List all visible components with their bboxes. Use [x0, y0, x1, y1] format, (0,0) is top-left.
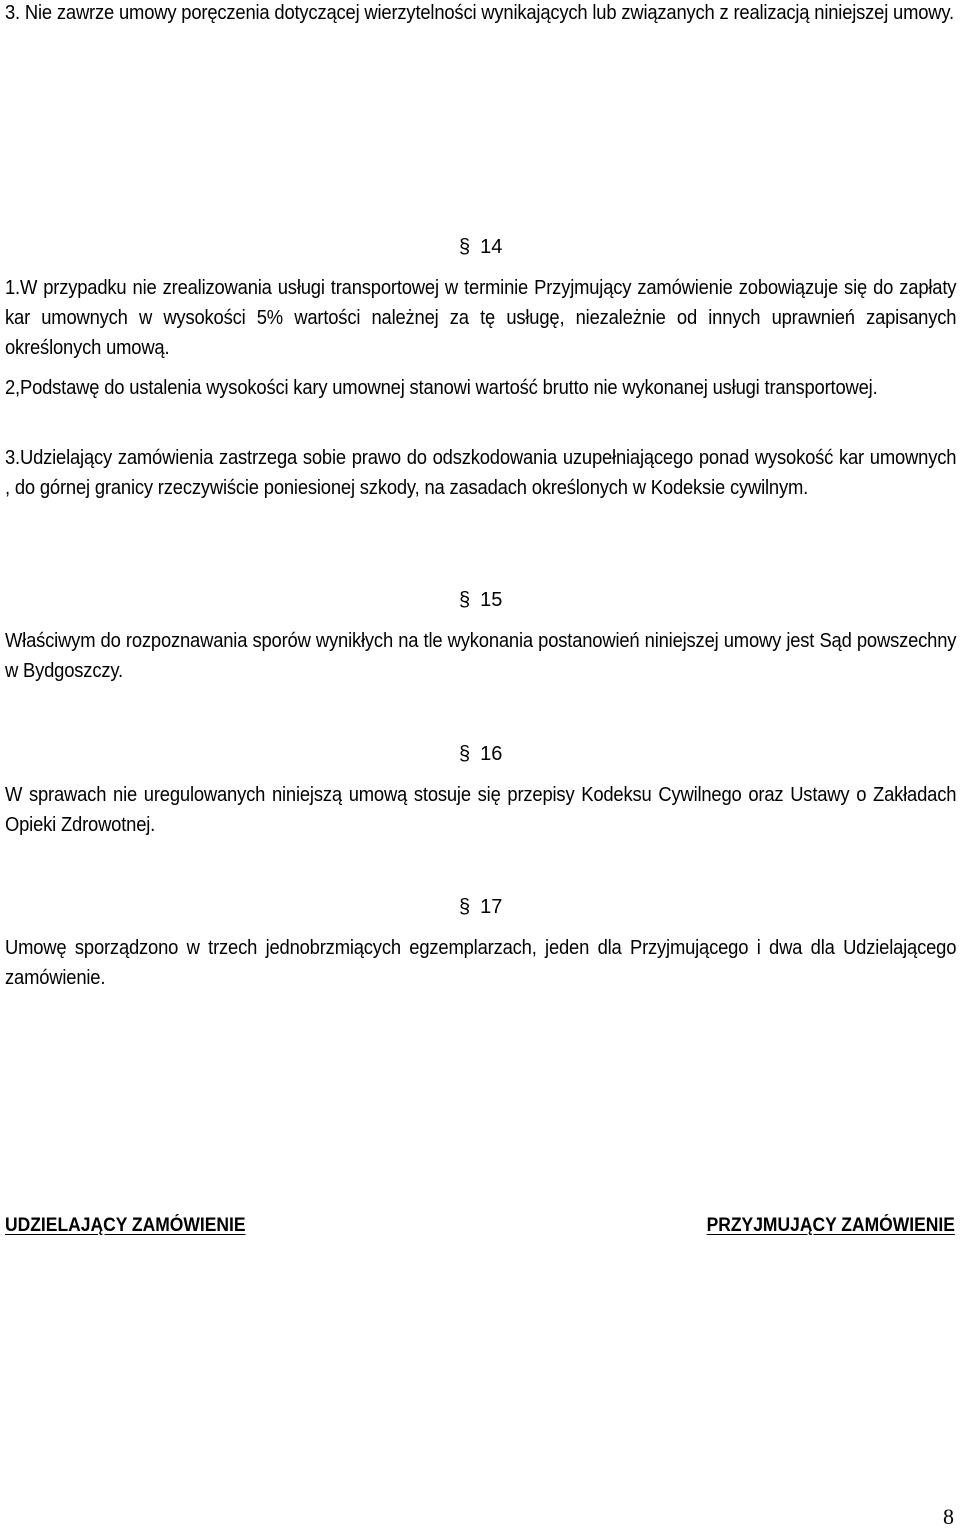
section-heading-16: [459, 739, 502, 769]
paragraph-14-3-compensation: 3.Udzielający zamówienia zastrzega sobie prawo do odszkodowania uzupełniającego ponad wysokość kar umownych , do górnej granicy rzeczywiście poniesionej szkody, na zasadach określonych w Kodeksie cywilnym.: [5, 447, 957, 499]
paragraph-15-jurisdiction: Właściwym do rozpoznawania sporów wynikłych na tle wykonania postanowień niniejszej umowy jest Sąd powszechny w Bydgoszczy.: [5, 630, 957, 682]
section-symbol: §: [459, 743, 471, 765]
signature-label-ordering-party: UDZIELAJĄCY ZAMÓWIENIE: [5, 1215, 246, 1236]
paragraph-17-copies: Umowę sporządzono w trzech jednobrzmiących egzemplarzach, jeden dla Przyjmującego i dwa dla Udzielającego zamówienie.: [5, 937, 957, 989]
paragraph-14-2-penalty-basis: 2,Podstawę do ustalenia wysokości kary umownej stanowi wartość brutto nie wykonanej usługi transportowej.: [5, 377, 878, 399]
section-number: 14: [480, 236, 503, 258]
section-number: 17: [480, 896, 503, 918]
section-symbol: §: [459, 896, 471, 918]
page-number: 8: [943, 1504, 954, 1529]
section-symbol: §: [459, 236, 471, 258]
section-heading-14: [459, 232, 502, 262]
section-heading-15: [459, 585, 502, 615]
section-number: 16: [480, 743, 503, 765]
paragraph-14-1-penalty: 1.W przypadku nie zrealizowania usługi transportowej w terminie Przyjmujący zamówienie zobowiązuje się do zapłaty kar umownych w wysokości 5% wartości należnej za tę usługę, niezależnie od innych uprawnień zapisanych określonych umową.: [5, 277, 957, 359]
paragraph-16-applicable-law: W sprawach nie uregulowanych niniejszą umową stosuje się przepisy Kodeksu Cywilnego oraz Ustawy o Zakładach Opieki Zdrowotnej.: [5, 784, 957, 836]
signature-label-contractor: PRZYJMUJĄCY ZAMÓWIENIE: [706, 1215, 955, 1236]
section-number: 15: [480, 589, 503, 611]
paragraph-no-surety: 3. Nie zawrze umowy poręczenia dotyczącej wierzytelności wynikających lub związanych z realizacją niniejszej umowy.: [5, 2, 954, 24]
section-symbol: §: [459, 589, 471, 611]
section-heading-17: [459, 892, 502, 922]
